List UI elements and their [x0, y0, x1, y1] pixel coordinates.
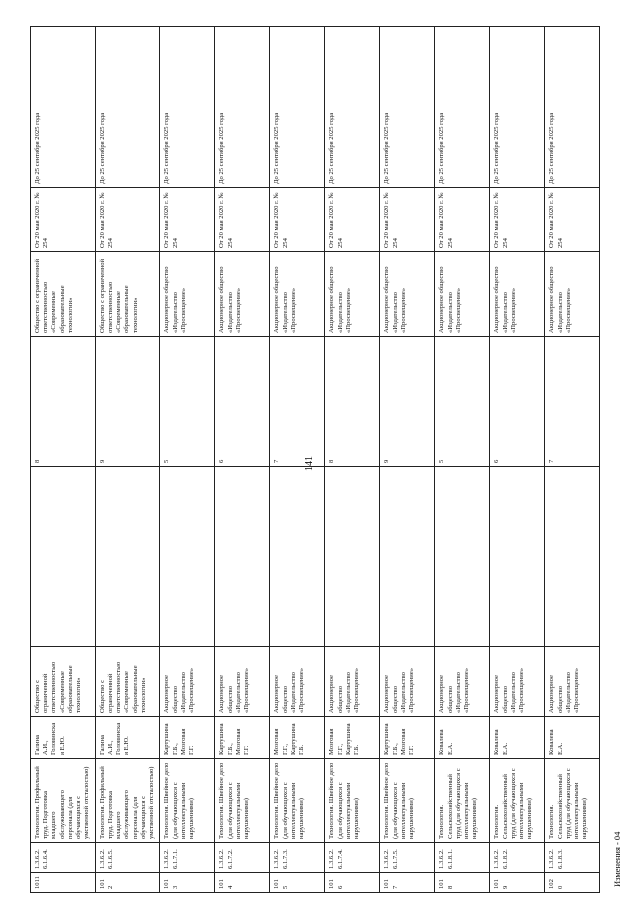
- row-number: 1016: [325, 873, 380, 893]
- row-code: 1.3.6.2.6.1.8.1.: [435, 843, 490, 873]
- row-grade: 8: [31, 337, 96, 467]
- table-row: [325, 27, 380, 893]
- row-code: 1.3.6.2.6.1.7.4.: [325, 843, 380, 873]
- row-title: Технология. Швейное дело (для обучающихся с интеллектуальными нарушениями): [160, 759, 215, 843]
- row-date-from: От 20 мая 2020 г. № 254: [490, 188, 545, 252]
- row-number: 1013: [160, 873, 215, 893]
- row-date-from: От 20 мая 2020 г. № 254: [31, 188, 96, 252]
- row-publisher-2: Общество с ограниченной ответственностью «Современные образовательные технологии»: [95, 252, 160, 337]
- row-authors: Ковалева Е.А.: [435, 717, 490, 759]
- row-grade: 7: [545, 337, 600, 467]
- row-date-from: От 20 мая 2020 г. № 254: [270, 188, 325, 252]
- row-authors: Ковалева Е.А.: [490, 717, 545, 759]
- row-date-to: До 25 сентября 2025 года: [325, 27, 380, 188]
- row-blank: [545, 467, 600, 647]
- table-row: [545, 27, 600, 893]
- table-row: [270, 27, 325, 893]
- row-title: Технология. Швейное дело (для обучающихся с интеллектуальными нарушениями): [380, 759, 435, 843]
- row-blank: [95, 467, 160, 647]
- row-title: Технология. Сельскохозяйственный труд (для обучающихся с интеллектуальными нарушениями): [545, 759, 600, 843]
- row-date-from: От 20 мая 2020 г. № 254: [545, 188, 600, 252]
- table-row: [380, 27, 435, 893]
- row-grade: 9: [95, 337, 160, 467]
- row-title: Технология. Швейное дело (для обучающихся с интеллектуальными нарушениями): [270, 759, 325, 843]
- row-date-from: От 20 мая 2020 г. № 254: [435, 188, 490, 252]
- table-row: [160, 27, 215, 893]
- table-row: [490, 27, 545, 893]
- row-grade: 5: [435, 337, 490, 467]
- row-number: 1012: [95, 873, 160, 893]
- row-publisher-2: Акционерное общество «Издательство «Просвещение»: [325, 252, 380, 337]
- row-blank: [435, 467, 490, 647]
- row-authors: Мозговая Г.Г., Картушина Г.Б.: [270, 717, 325, 759]
- textbook-table: [30, 26, 600, 893]
- row-grade: 8: [325, 337, 380, 467]
- row-publisher: Акционерное общество «Издательство «Просвещение»: [545, 647, 600, 717]
- row-date-to: До 25 сентября 2025 года: [380, 27, 435, 188]
- row-number: 1014: [215, 873, 270, 893]
- row-publisher: Акционерное общество «Издательство «Просвещение»: [325, 647, 380, 717]
- row-number: 1018: [435, 873, 490, 893]
- row-blank: [160, 467, 215, 647]
- row-publisher: Акционерное общество «Издательство «Просвещение»: [435, 647, 490, 717]
- row-date-to: До 25 сентября 2025 года: [545, 27, 600, 188]
- row-date-to: До 25 сентября 2025 года: [31, 27, 96, 188]
- row-code: 1.3.6.2.6.1.8.2.: [490, 843, 545, 873]
- row-number: 1011: [31, 873, 96, 893]
- table-row: [435, 27, 490, 893]
- row-title: Технология. Сельскохозяйственный труд (для обучающихся с интеллектуальными нарушениями): [435, 759, 490, 843]
- row-publisher-2: Акционерное общество «Издательство «Просвещение»: [160, 252, 215, 337]
- row-title: Технология. Профильный труд. Подготовка младшего обслуживающего персонала (для обучающихся с умственной отсталостью): [95, 759, 160, 843]
- row-blank: [490, 467, 545, 647]
- row-title: Технология. Швейное дело (для обучающихся с интеллектуальными нарушениями): [215, 759, 270, 843]
- row-grade: 9: [380, 337, 435, 467]
- row-publisher-2: Общество с ограниченной ответственностью «Современные образовательные технологии»: [31, 252, 96, 337]
- row-code: 1.3.6.2.6.1.7.2.: [215, 843, 270, 873]
- row-code: 1.3.6.2.6.1.7.3.: [270, 843, 325, 873]
- row-date-to: До 25 сентября 2025 года: [215, 27, 270, 188]
- row-date-to: До 25 сентября 2025 года: [160, 27, 215, 188]
- row-number: 1019: [490, 873, 545, 893]
- row-publisher: Акционерное общество «Издательство «Просвещение»: [270, 647, 325, 717]
- table-row: [95, 27, 160, 893]
- row-blank: [270, 467, 325, 647]
- row-publisher: Общество с ограниченной ответственностью «Современные образовательные технологии»: [95, 647, 160, 717]
- row-publisher: Акционерное общество «Издательство «Просвещение»: [215, 647, 270, 717]
- row-date-from: От 20 мая 2020 г. № 254: [95, 188, 160, 252]
- row-title: Технология. Сельскохозяйственный труд (для обучающихся с интеллектуальными нарушениями): [490, 759, 545, 843]
- row-publisher-2: Акционерное общество «Издательство «Просвещение»: [215, 252, 270, 337]
- row-publisher: Акционерное общество «Издательство «Просвещение»: [380, 647, 435, 717]
- row-authors: Картушина Г.Б., Мозговая Г.Г.: [380, 717, 435, 759]
- row-blank: [380, 467, 435, 647]
- row-blank: [215, 467, 270, 647]
- row-code: 1.3.6.2.6.1.8.3.: [545, 843, 600, 873]
- row-authors: Галина А.И., Головинская Е.Ю.: [31, 717, 96, 759]
- row-blank: [31, 467, 96, 647]
- row-date-to: До 25 сентября 2025 года: [490, 27, 545, 188]
- row-publisher: Акционерное общество «Издательство «Просвещение»: [160, 647, 215, 717]
- row-code: 1.3.6.2.6.1.6.4.: [31, 843, 96, 873]
- row-publisher-2: Акционерное общество «Издательство «Просвещение»: [545, 252, 600, 337]
- row-authors: Галина А.И., Головинская Е.Ю.: [95, 717, 160, 759]
- row-code: 1.3.6.2.6.1.6.5.: [95, 843, 160, 873]
- table-row: [215, 27, 270, 893]
- row-grade: 7: [270, 337, 325, 467]
- row-date-from: От 20 мая 2020 г. № 254: [380, 188, 435, 252]
- row-code: 1.3.6.2.6.1.7.1.: [160, 843, 215, 873]
- page-number: 141: [304, 456, 315, 471]
- row-grade: 6: [490, 337, 545, 467]
- row-code: 1.3.6.2.6.1.7.5.: [380, 843, 435, 873]
- row-authors: Картушина Г.Б., Мозговая Г.Г.: [215, 717, 270, 759]
- row-date-to: До 25 сентября 2025 года: [95, 27, 160, 188]
- row-grade: 6: [215, 337, 270, 467]
- row-date-from: От 20 мая 2020 г. № 254: [160, 188, 215, 252]
- table-row: [31, 27, 96, 893]
- row-blank: [325, 467, 380, 647]
- row-authors: Ковалева Е.А.: [545, 717, 600, 759]
- row-date-to: До 25 сентября 2025 года: [270, 27, 325, 188]
- row-date-to: До 25 сентября 2025 года: [435, 27, 490, 188]
- row-date-from: От 20 мая 2020 г. № 254: [215, 188, 270, 252]
- row-authors: Мозговая Г.Г., Картушина Г.Б.: [325, 717, 380, 759]
- row-publisher-2: Акционерное общество «Издательство «Просвещение»: [270, 252, 325, 337]
- row-authors: Картушина Г.Б., Мозговая Г.Г.: [160, 717, 215, 759]
- row-title: Технология. Профильный труд. Подготовка младшего обслуживающего персонала (для обучающихся с умственной отсталостью): [31, 759, 96, 843]
- row-number: 1020: [545, 873, 600, 893]
- row-grade: 5: [160, 337, 215, 467]
- row-publisher-2: Акционерное общество «Издательство «Просвещение»: [490, 252, 545, 337]
- row-number: 1015: [270, 873, 325, 893]
- footer-changes: Изменения - 04: [612, 831, 622, 887]
- row-title: Технология. Швейное дело (для обучающихся с интеллектуальными нарушениями): [325, 759, 380, 843]
- row-publisher: Акционерное общество «Издательство «Просвещение»: [490, 647, 545, 717]
- row-date-from: От 20 мая 2020 г. № 254: [325, 188, 380, 252]
- row-number: 1017: [380, 873, 435, 893]
- row-publisher-2: Акционерное общество «Издательство «Просвещение»: [435, 252, 490, 337]
- row-publisher-2: Акционерное общество «Издательство «Просвещение»: [380, 252, 435, 337]
- row-publisher: Общество с ограниченной ответственностью «Современные образовательные технологии»: [31, 647, 96, 717]
